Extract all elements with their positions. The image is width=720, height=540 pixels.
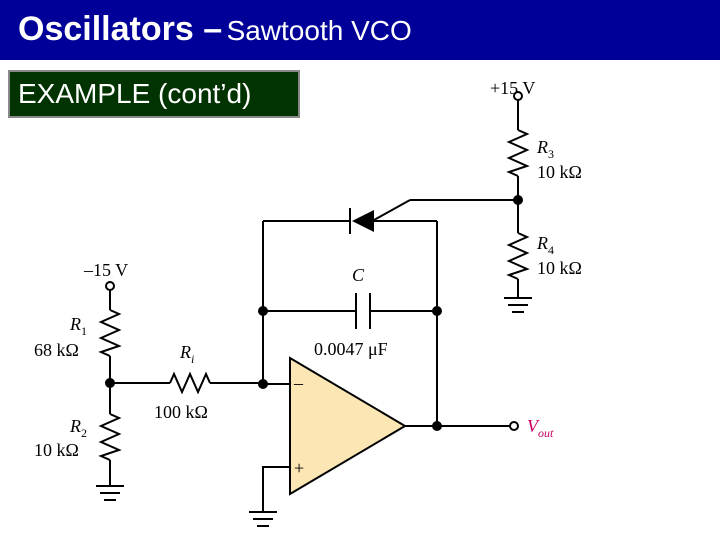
resistor-r2 [101,414,119,460]
label-cap-name: C [352,265,365,285]
label-r1-name: $R_1$ [70,314,87,338]
example-label: EXAMPLE (cont’d) [18,78,252,109]
wire-diode-anode [374,200,410,220]
title-subtitle: Sawtooth VCO [226,15,412,46]
resistor-r3 [509,130,527,176]
node-cap-right [432,306,442,316]
label-r3-value: 10 kΩ [537,162,582,182]
resistor-ri [170,374,210,392]
label-r3-name: $R_3$ [537,137,554,161]
label-vout: $V_{out}$ [527,416,554,440]
resistor-r4 [509,233,527,279]
label-cap-value: 0.0047 μF [314,339,388,359]
capacitor-icon [356,293,370,329]
label-r2-name: $R_2$ [70,416,87,440]
output-terminal [510,422,518,430]
ground-icon-r2 [96,486,124,500]
label-ri-name: $R_i$ [180,342,195,366]
opamp-noninverting-sign: + [294,458,305,478]
label-r4-name: $R_4$ [537,233,554,257]
wire-noninverting-ground [263,467,290,512]
label-r4-value: 10 kΩ [537,258,582,278]
diode-icon [350,208,374,234]
vneg-terminal [106,282,114,290]
opamp-inverting-sign: – [294,373,303,393]
ground-icon-r4 [504,298,532,312]
node-cap-left [258,306,268,316]
label-vneg: –15 V [84,260,129,280]
opamp-triangle [290,358,405,494]
label-r2-value: 10 kΩ [34,440,79,460]
label-r1-value: 68 kΩ [34,340,79,360]
ground-icon-opamp [249,512,277,526]
label-ri-value: 100 kΩ [154,402,208,422]
node-output [432,421,442,431]
label-vpos: +15 V [490,78,536,98]
title-main: Oscillators – [18,10,223,48]
resistor-r1 [101,310,119,356]
